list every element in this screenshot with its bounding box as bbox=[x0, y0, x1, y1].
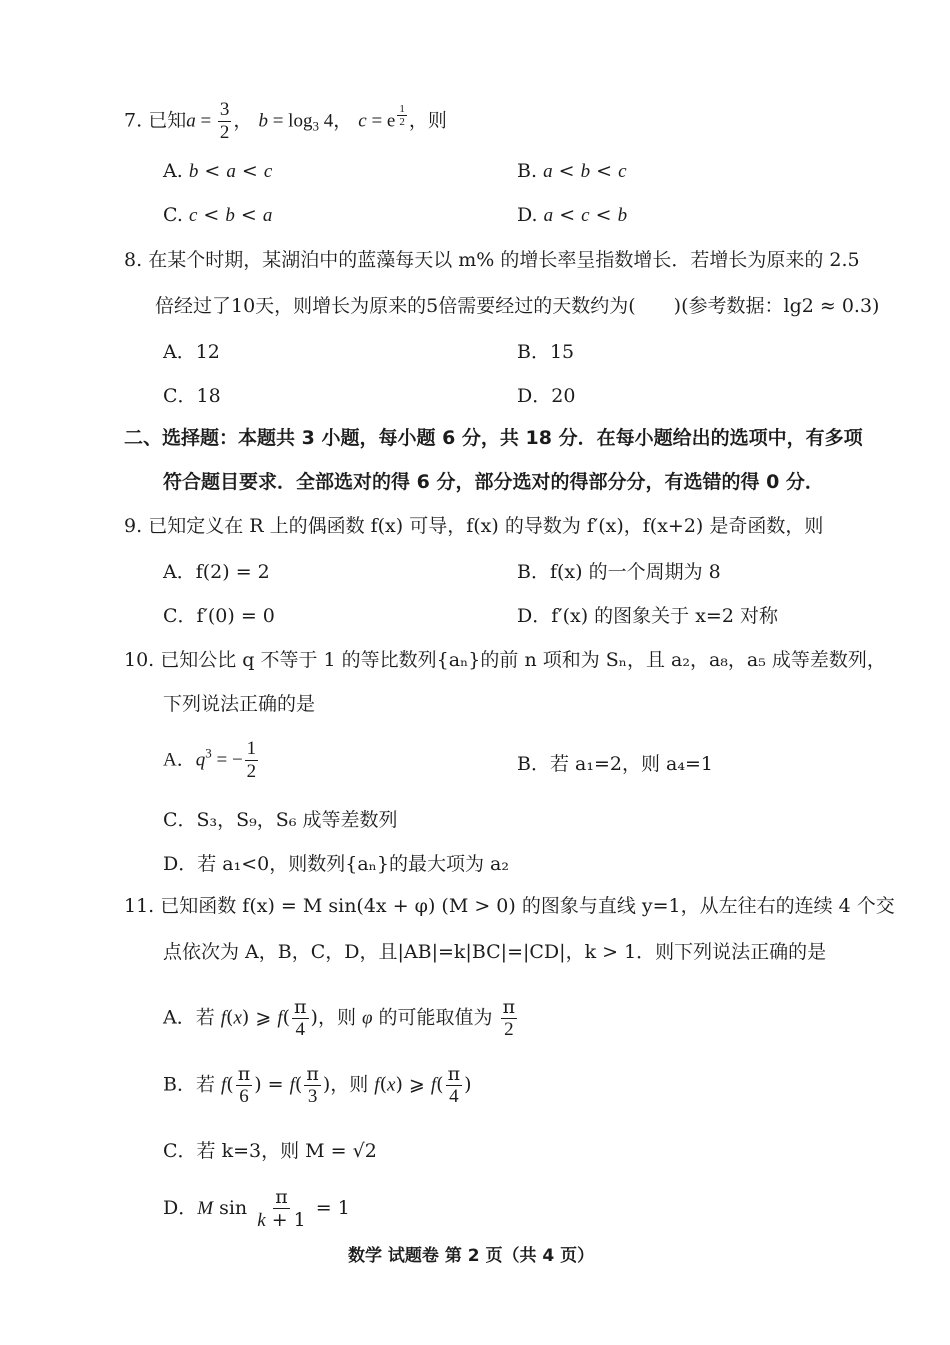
q9-option-a[interactable]: A．f(2) = 2 bbox=[163, 561, 270, 583]
q11-stem-line1: 11. 已知函数 f(x) = M sin(4x + φ) (M > 0) 的图象与直线 y=1，从左往右的连续 4 个交 bbox=[124, 895, 895, 917]
q7-option-a[interactable]: A. b < a < c bbox=[163, 160, 273, 182]
q10-stem-line2: 下列说法正确的是 bbox=[163, 693, 316, 715]
page-footer: 数学 试题卷 第 2 页（共 4 页） bbox=[348, 1246, 595, 1266]
q11-option-d[interactable]: D．M sin $\frac{\pi}{k + 1}$ = 1 bbox=[163, 1186, 350, 1231]
q11-option-a[interactable]: A．若 f(x) ⩾ f( $\frac{\pi}{4}$ )，则 φ 的可能取值为 $\frac{\pi}{2}$ bbox=[163, 996, 516, 1040]
q10-option-a[interactable]: A．$q^3$ = − $\frac{1}{2}$ bbox=[163, 738, 257, 782]
q8-stem-line2: 倍经过了10天，则增长为原来的5倍需要经过的天数约为( )(参考数据：lg2 ≈ 0.3) bbox=[155, 295, 880, 317]
q8-option-c[interactable]: C．18 bbox=[163, 385, 221, 407]
q10-option-c[interactable]: C．S₃，S₉，S₆ 成等差数列 bbox=[163, 809, 398, 831]
q9-option-d[interactable]: D．f′(x) 的图象关于 x=2 对称 bbox=[517, 605, 778, 627]
q8-stem-line1: 8. 在某个时期，某湖泊中的蓝藻每天以 m% 的增长率呈指数增长．若增长为原来的 2.5 bbox=[124, 249, 860, 271]
q9-stem: 9. 已知定义在 R 上的偶函数 f(x) 可导，f(x) 的导数为 f′(x)，f(x+2) 是奇函数，则 bbox=[124, 515, 824, 537]
q11-stem-line2: 点依次为 A，B，C，D，且|AB|=k|BC|=|CD|，k > 1．则下列说法正确的是 bbox=[163, 941, 827, 963]
q7-option-c[interactable]: C. c < b < a bbox=[163, 204, 273, 226]
section2-heading-line1: 二、选择题：本题共 3 小题，每小题 6 分，共 18 分．在每小题给出的选项中，有多项 bbox=[124, 427, 863, 449]
q9-option-b[interactable]: B．f(x) 的一个周期为 8 bbox=[517, 561, 721, 583]
q7-option-b[interactable]: B. a < b < c bbox=[517, 160, 627, 182]
q7-stem: 7. 已知a = $\frac{3}{2}$ ， $b = \log_3 4$， c = e $^{\frac{1}{2}}$ ，则 bbox=[124, 99, 447, 143]
q10-option-d[interactable]: D．若 a₁<0，则数列{aₙ}的最大项为 a₂ bbox=[163, 853, 509, 875]
q8-option-a[interactable]: A．12 bbox=[163, 341, 220, 363]
q8-option-d[interactable]: D．20 bbox=[517, 385, 576, 407]
section2-heading-line2: 符合题目要求．全部选对的得 6 分，部分选对的得部分分，有选错的得 0 分． bbox=[163, 471, 824, 493]
q7-option-d[interactable]: D. a < c < b bbox=[517, 204, 628, 226]
q9-option-c[interactable]: C．f′(0) = 0 bbox=[163, 605, 275, 627]
q10-option-b[interactable]: B．若 a₁=2，则 a₄=1 bbox=[517, 753, 713, 775]
q11-option-c[interactable]: C．若 k=3，则 M = √2 bbox=[163, 1140, 377, 1162]
q11-option-b[interactable]: B．若 f( $\frac{\pi}{6}$ ) = f( $\frac{\pi}{3}$ )，则 f(x) ⩾ f( $\frac{\pi}{4}$ ) bbox=[163, 1063, 472, 1107]
q8-option-b[interactable]: B．15 bbox=[517, 341, 575, 363]
q10-stem-line1: 10. 已知公比 q 不等于 1 的等比数列{aₙ}的前 n 项和为 Sₙ，且 a₂，a₈，a₅ 成等差数列， bbox=[124, 649, 886, 671]
